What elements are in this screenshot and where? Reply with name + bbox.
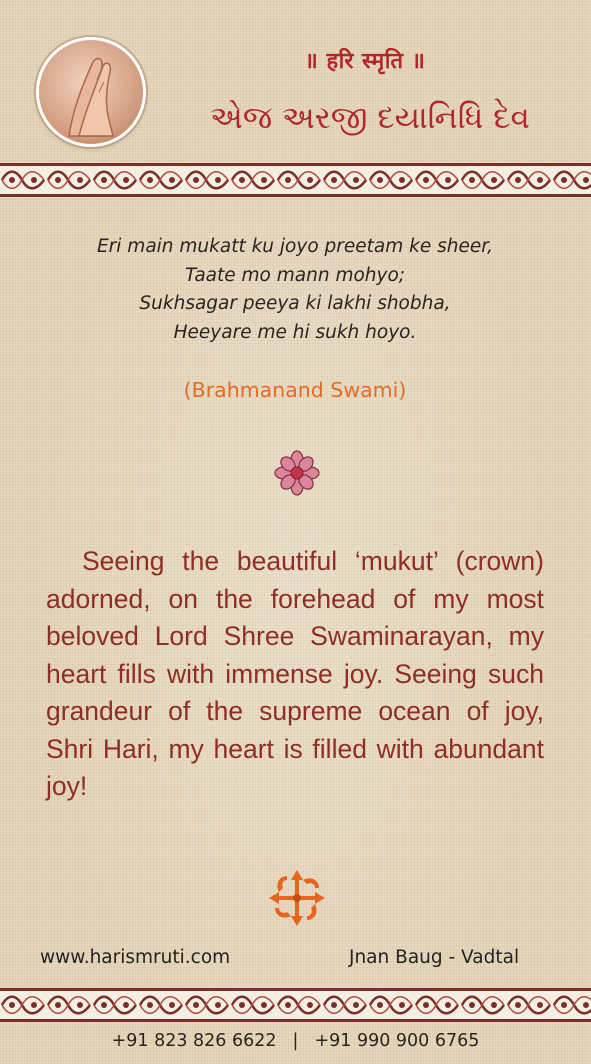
praying-hands-icon — [39, 40, 143, 144]
swastik-icon — [265, 866, 329, 930]
quote-line: Heeyare me hi sukh hoyo. — [173, 321, 417, 343]
header-subtitle: એજ અરજી દયાનિધિ દેવ — [210, 100, 530, 136]
phone-numbers — [0, 1031, 591, 1051]
location-text: Jnan Baug - Vadtal — [349, 947, 520, 968]
phone-separator: | — [292, 1031, 299, 1051]
avatar — [36, 37, 146, 147]
flower-icon — [273, 449, 321, 497]
body-paragraph-text: Seeing the beautiful ‘mukut’ (crown) adorned, on the forehead of my most beloved Lord Shree Swaminarayan, my heart fills with immense joy. Seeing such grandeur of the supreme ocean of joy, Shri Hari, my heart is filled with abundant joy! — [46, 546, 544, 801]
quote-line: Taate mo mann mohyo; — [184, 264, 406, 286]
ornamental-border-top — [0, 163, 591, 197]
phone-number-2[interactable]: +91 990 900 6765 — [314, 1031, 480, 1051]
phone-number-1[interactable]: +91 823 826 6622 — [111, 1031, 277, 1051]
header-title: ॥ हरि स्मृति ॥ — [304, 49, 426, 74]
quote-line: Sukhsagar peeya ki lakhi shobha, — [139, 293, 451, 314]
quote-line: Eri main mukatt ku joyo preetam ke sheer, — [96, 236, 494, 257]
quote-author: (Brahmanand Swami) — [183, 378, 407, 402]
body-paragraph — [46, 543, 544, 806]
website-link[interactable]: www.harismruti.com — [40, 947, 231, 968]
ornamental-border-bottom — [0, 988, 591, 1022]
quote-block — [30, 233, 560, 347]
